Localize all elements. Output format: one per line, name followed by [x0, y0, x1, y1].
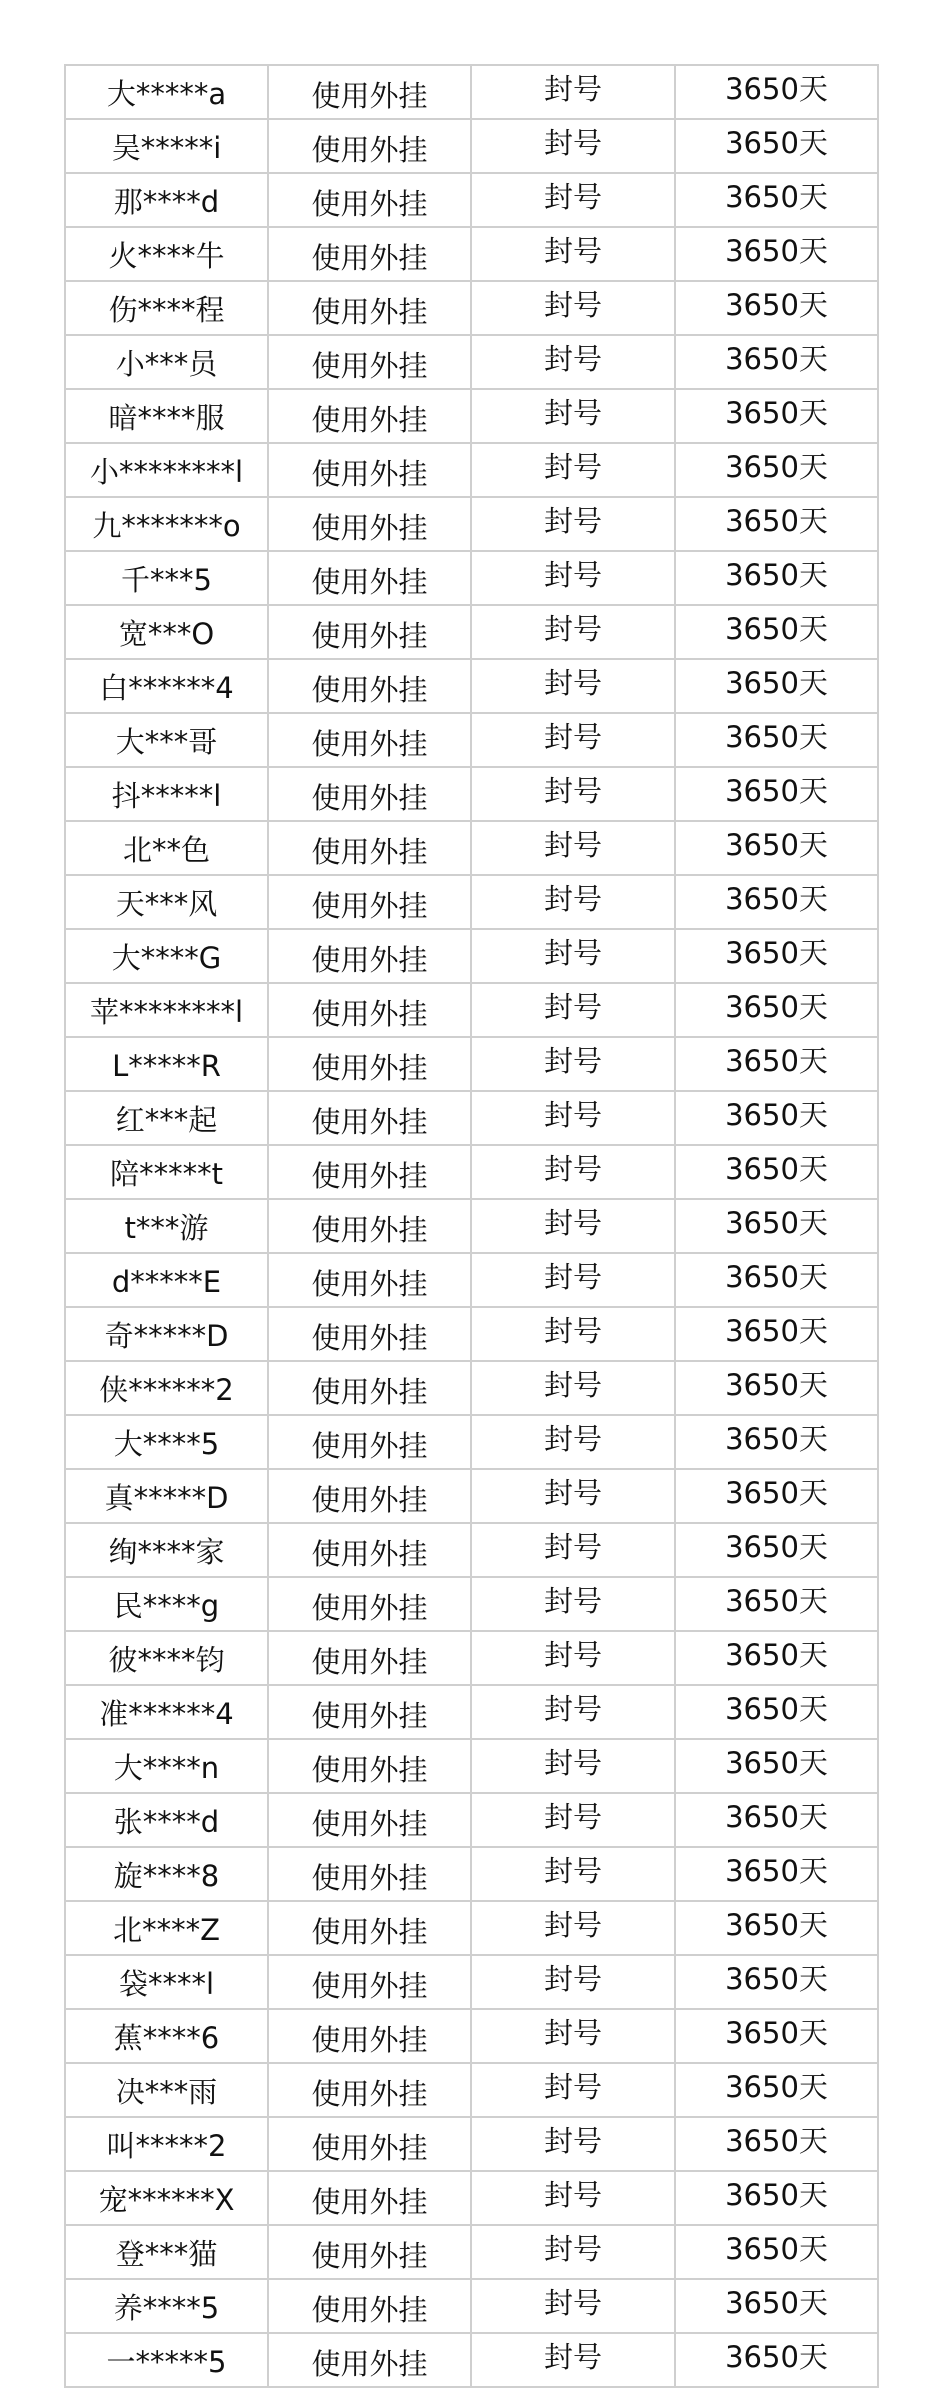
ban-reason-cell: 使用外挂	[268, 659, 471, 713]
table-row	[65, 119, 878, 173]
penalty-cell: 封号	[471, 2333, 675, 2387]
penalty-cell: 封号	[471, 1901, 675, 1955]
penalty-cell: 封号	[471, 1847, 675, 1901]
ban-reason-cell: 使用外挂	[268, 2009, 471, 2063]
player-name-cell: 登***猫	[65, 2225, 268, 2279]
player-name-cell: 奇*****D	[65, 1307, 268, 1361]
duration-cell: 3650天	[675, 2171, 878, 2225]
ban-reason-cell: 使用外挂	[268, 929, 471, 983]
duration-cell: 3650天	[675, 1091, 878, 1145]
player-name-cell: 九*******o	[65, 497, 268, 551]
duration-cell: 3650天	[675, 497, 878, 551]
player-name-cell: 旋****8	[65, 1847, 268, 1901]
duration-cell: 3650天	[675, 65, 878, 119]
penalty-cell: 封号	[471, 1469, 675, 1523]
player-name-cell: 红***起	[65, 1091, 268, 1145]
ban-reason-cell: 使用外挂	[268, 1037, 471, 1091]
penalty-cell: 封号	[471, 1685, 675, 1739]
ban-reason-cell: 使用外挂	[268, 389, 471, 443]
table-row	[65, 1847, 878, 1901]
penalty-cell: 封号	[471, 1199, 675, 1253]
penalty-cell: 封号	[471, 2117, 675, 2171]
table-row	[65, 1685, 878, 1739]
penalty-cell: 封号	[471, 281, 675, 335]
penalty-cell: 封号	[471, 1739, 675, 1793]
player-name-cell: 大****5	[65, 1415, 268, 1469]
ban-reason-cell: 使用外挂	[268, 65, 471, 119]
duration-cell: 3650天	[675, 713, 878, 767]
table-row	[65, 1739, 878, 1793]
penalty-cell: 封号	[471, 1523, 675, 1577]
ban-reason-cell: 使用外挂	[268, 551, 471, 605]
table-row	[65, 443, 878, 497]
table-row	[65, 1145, 878, 1199]
duration-cell: 3650天	[675, 1577, 878, 1631]
penalty-cell: 封号	[471, 1307, 675, 1361]
penalty-cell: 封号	[471, 335, 675, 389]
player-name-cell: 张****d	[65, 1793, 268, 1847]
table-row	[65, 1901, 878, 1955]
ban-reason-cell: 使用外挂	[268, 1523, 471, 1577]
player-name-cell: 北****Z	[65, 1901, 268, 1955]
player-name-cell: 袋****l	[65, 1955, 268, 2009]
table-row	[65, 1361, 878, 1415]
table-row	[65, 659, 878, 713]
table-row	[65, 2117, 878, 2171]
table-row	[65, 1253, 878, 1307]
penalty-cell: 封号	[471, 929, 675, 983]
ban-reason-cell: 使用外挂	[268, 875, 471, 929]
penalty-cell: 封号	[471, 173, 675, 227]
player-name-cell: 宠******X	[65, 2171, 268, 2225]
penalty-cell: 封号	[471, 1577, 675, 1631]
ban-reason-cell: 使用外挂	[268, 281, 471, 335]
penalty-cell: 封号	[471, 1415, 675, 1469]
player-name-cell: 那****d	[65, 173, 268, 227]
table-row	[65, 173, 878, 227]
ban-reason-cell: 使用外挂	[268, 1685, 471, 1739]
ban-reason-cell: 使用外挂	[268, 1793, 471, 1847]
duration-cell: 3650天	[675, 1415, 878, 1469]
player-name-cell: 北**色	[65, 821, 268, 875]
penalty-cell: 封号	[471, 65, 675, 119]
ban-reason-cell: 使用外挂	[268, 443, 471, 497]
duration-cell: 3650天	[675, 1901, 878, 1955]
player-name-cell: 绚****家	[65, 1523, 268, 1577]
player-name-cell: 小***员	[65, 335, 268, 389]
table-row	[65, 1307, 878, 1361]
table-row	[65, 389, 878, 443]
table-row	[65, 2063, 878, 2117]
player-name-cell: 大***哥	[65, 713, 268, 767]
penalty-cell: 封号	[471, 1091, 675, 1145]
penalty-cell: 封号	[471, 2225, 675, 2279]
duration-cell: 3650天	[675, 1739, 878, 1793]
duration-cell: 3650天	[675, 2117, 878, 2171]
player-name-cell: 养****5	[65, 2279, 268, 2333]
penalty-cell: 封号	[471, 659, 675, 713]
penalty-cell: 封号	[471, 1793, 675, 1847]
table-row	[65, 281, 878, 335]
player-name-cell: t***游	[65, 1199, 268, 1253]
ban-reason-cell: 使用外挂	[268, 821, 471, 875]
player-name-cell: 白******4	[65, 659, 268, 713]
table-row	[65, 875, 878, 929]
player-name-cell: 吴*****i	[65, 119, 268, 173]
duration-cell: 3650天	[675, 659, 878, 713]
ban-reason-cell: 使用外挂	[268, 1199, 471, 1253]
ban-reason-cell: 使用外挂	[268, 983, 471, 1037]
table-row	[65, 227, 878, 281]
ban-list-body	[65, 65, 878, 2387]
duration-cell: 3650天	[675, 821, 878, 875]
ban-reason-cell: 使用外挂	[268, 1847, 471, 1901]
ban-list-table	[64, 64, 879, 2388]
duration-cell: 3650天	[675, 875, 878, 929]
player-name-cell: 小********l	[65, 443, 268, 497]
duration-cell: 3650天	[675, 2225, 878, 2279]
player-name-cell: 火****牛	[65, 227, 268, 281]
table-row	[65, 1199, 878, 1253]
table-row	[65, 929, 878, 983]
duration-cell: 3650天	[675, 2063, 878, 2117]
duration-cell: 3650天	[675, 1955, 878, 2009]
ban-reason-cell: 使用外挂	[268, 1739, 471, 1793]
penalty-cell: 封号	[471, 497, 675, 551]
duration-cell: 3650天	[675, 1631, 878, 1685]
table-row	[65, 713, 878, 767]
ban-reason-cell: 使用外挂	[268, 1901, 471, 1955]
duration-cell: 3650天	[675, 1685, 878, 1739]
penalty-cell: 封号	[471, 2063, 675, 2117]
duration-cell: 3650天	[675, 1847, 878, 1901]
duration-cell: 3650天	[675, 1037, 878, 1091]
duration-cell: 3650天	[675, 2333, 878, 2387]
ban-reason-cell: 使用外挂	[268, 2117, 471, 2171]
duration-cell: 3650天	[675, 1361, 878, 1415]
player-name-cell: 真*****D	[65, 1469, 268, 1523]
table-row	[65, 1577, 878, 1631]
ban-reason-cell: 使用外挂	[268, 1145, 471, 1199]
table-row	[65, 335, 878, 389]
duration-cell: 3650天	[675, 1145, 878, 1199]
ban-reason-cell: 使用外挂	[268, 1091, 471, 1145]
player-name-cell: 大*****a	[65, 65, 268, 119]
table-row	[65, 1469, 878, 1523]
ban-reason-cell: 使用外挂	[268, 497, 471, 551]
table-row	[65, 983, 878, 1037]
duration-cell: 3650天	[675, 119, 878, 173]
ban-reason-cell: 使用外挂	[268, 2279, 471, 2333]
duration-cell: 3650天	[675, 389, 878, 443]
ban-reason-cell: 使用外挂	[268, 227, 471, 281]
player-name-cell: 天***风	[65, 875, 268, 929]
table-row	[65, 1415, 878, 1469]
duration-cell: 3650天	[675, 173, 878, 227]
player-name-cell: 千***5	[65, 551, 268, 605]
penalty-cell: 封号	[471, 1145, 675, 1199]
table-row	[65, 2279, 878, 2333]
table-row	[65, 605, 878, 659]
duration-cell: 3650天	[675, 1307, 878, 1361]
duration-cell: 3650天	[675, 2279, 878, 2333]
penalty-cell: 封号	[471, 875, 675, 929]
ban-reason-cell: 使用外挂	[268, 2063, 471, 2117]
penalty-cell: 封号	[471, 389, 675, 443]
ban-reason-cell: 使用外挂	[268, 2225, 471, 2279]
table-row	[65, 2225, 878, 2279]
table-row	[65, 821, 878, 875]
player-name-cell: 一*****5	[65, 2333, 268, 2387]
player-name-cell: 宽***O	[65, 605, 268, 659]
duration-cell: 3650天	[675, 1793, 878, 1847]
ban-reason-cell: 使用外挂	[268, 335, 471, 389]
player-name-cell: 叫*****2	[65, 2117, 268, 2171]
ban-reason-cell: 使用外挂	[268, 1253, 471, 1307]
player-name-cell: 苹********l	[65, 983, 268, 1037]
penalty-cell: 封号	[471, 767, 675, 821]
ban-reason-cell: 使用外挂	[268, 1577, 471, 1631]
penalty-cell: 封号	[471, 443, 675, 497]
duration-cell: 3650天	[675, 1469, 878, 1523]
player-name-cell: 决***雨	[65, 2063, 268, 2117]
table-row	[65, 65, 878, 119]
player-name-cell: 准******4	[65, 1685, 268, 1739]
duration-cell: 3650天	[675, 1253, 878, 1307]
penalty-cell: 封号	[471, 713, 675, 767]
player-name-cell: 侠******2	[65, 1361, 268, 1415]
duration-cell: 3650天	[675, 605, 878, 659]
ban-reason-cell: 使用外挂	[268, 1631, 471, 1685]
table-row	[65, 497, 878, 551]
player-name-cell: 陪*****t	[65, 1145, 268, 1199]
penalty-cell: 封号	[471, 1253, 675, 1307]
penalty-cell: 封号	[471, 119, 675, 173]
player-name-cell: 大****G	[65, 929, 268, 983]
ban-reason-cell: 使用外挂	[268, 119, 471, 173]
ban-reason-cell: 使用外挂	[268, 1469, 471, 1523]
table-row	[65, 1955, 878, 2009]
player-name-cell: 暗****服	[65, 389, 268, 443]
table-row	[65, 1631, 878, 1685]
penalty-cell: 封号	[471, 821, 675, 875]
player-name-cell: 伤****程	[65, 281, 268, 335]
penalty-cell: 封号	[471, 1955, 675, 2009]
table-row	[65, 767, 878, 821]
duration-cell: 3650天	[675, 227, 878, 281]
penalty-cell: 封号	[471, 1361, 675, 1415]
ban-reason-cell: 使用外挂	[268, 605, 471, 659]
penalty-cell: 封号	[471, 227, 675, 281]
penalty-cell: 封号	[471, 2279, 675, 2333]
duration-cell: 3650天	[675, 281, 878, 335]
table-row	[65, 2009, 878, 2063]
duration-cell: 3650天	[675, 1523, 878, 1577]
penalty-cell: 封号	[471, 983, 675, 1037]
ban-reason-cell: 使用外挂	[268, 1955, 471, 2009]
penalty-cell: 封号	[471, 1037, 675, 1091]
table-row	[65, 2171, 878, 2225]
table-row	[65, 2333, 878, 2387]
duration-cell: 3650天	[675, 929, 878, 983]
duration-cell: 3650天	[675, 2009, 878, 2063]
ban-list-container	[64, 64, 877, 2388]
player-name-cell: 大****n	[65, 1739, 268, 1793]
penalty-cell: 封号	[471, 2171, 675, 2225]
table-row	[65, 1037, 878, 1091]
player-name-cell: 抖*****l	[65, 767, 268, 821]
penalty-cell: 封号	[471, 605, 675, 659]
ban-reason-cell: 使用外挂	[268, 1307, 471, 1361]
ban-reason-cell: 使用外挂	[268, 713, 471, 767]
penalty-cell: 封号	[471, 2009, 675, 2063]
player-name-cell: 民****g	[65, 1577, 268, 1631]
duration-cell: 3650天	[675, 767, 878, 821]
duration-cell: 3650天	[675, 1199, 878, 1253]
ban-reason-cell: 使用外挂	[268, 1361, 471, 1415]
table-row	[65, 551, 878, 605]
duration-cell: 3650天	[675, 551, 878, 605]
player-name-cell: 蕉****6	[65, 2009, 268, 2063]
table-row	[65, 1091, 878, 1145]
ban-reason-cell: 使用外挂	[268, 767, 471, 821]
ban-reason-cell: 使用外挂	[268, 2333, 471, 2387]
penalty-cell: 封号	[471, 551, 675, 605]
penalty-cell: 封号	[471, 1631, 675, 1685]
player-name-cell: 彼****钧	[65, 1631, 268, 1685]
duration-cell: 3650天	[675, 983, 878, 1037]
player-name-cell: d*****E	[65, 1253, 268, 1307]
player-name-cell: L*****R	[65, 1037, 268, 1091]
table-row	[65, 1523, 878, 1577]
duration-cell: 3650天	[675, 443, 878, 497]
ban-reason-cell: 使用外挂	[268, 2171, 471, 2225]
table-row	[65, 1793, 878, 1847]
ban-reason-cell: 使用外挂	[268, 173, 471, 227]
ban-reason-cell: 使用外挂	[268, 1415, 471, 1469]
duration-cell: 3650天	[675, 335, 878, 389]
